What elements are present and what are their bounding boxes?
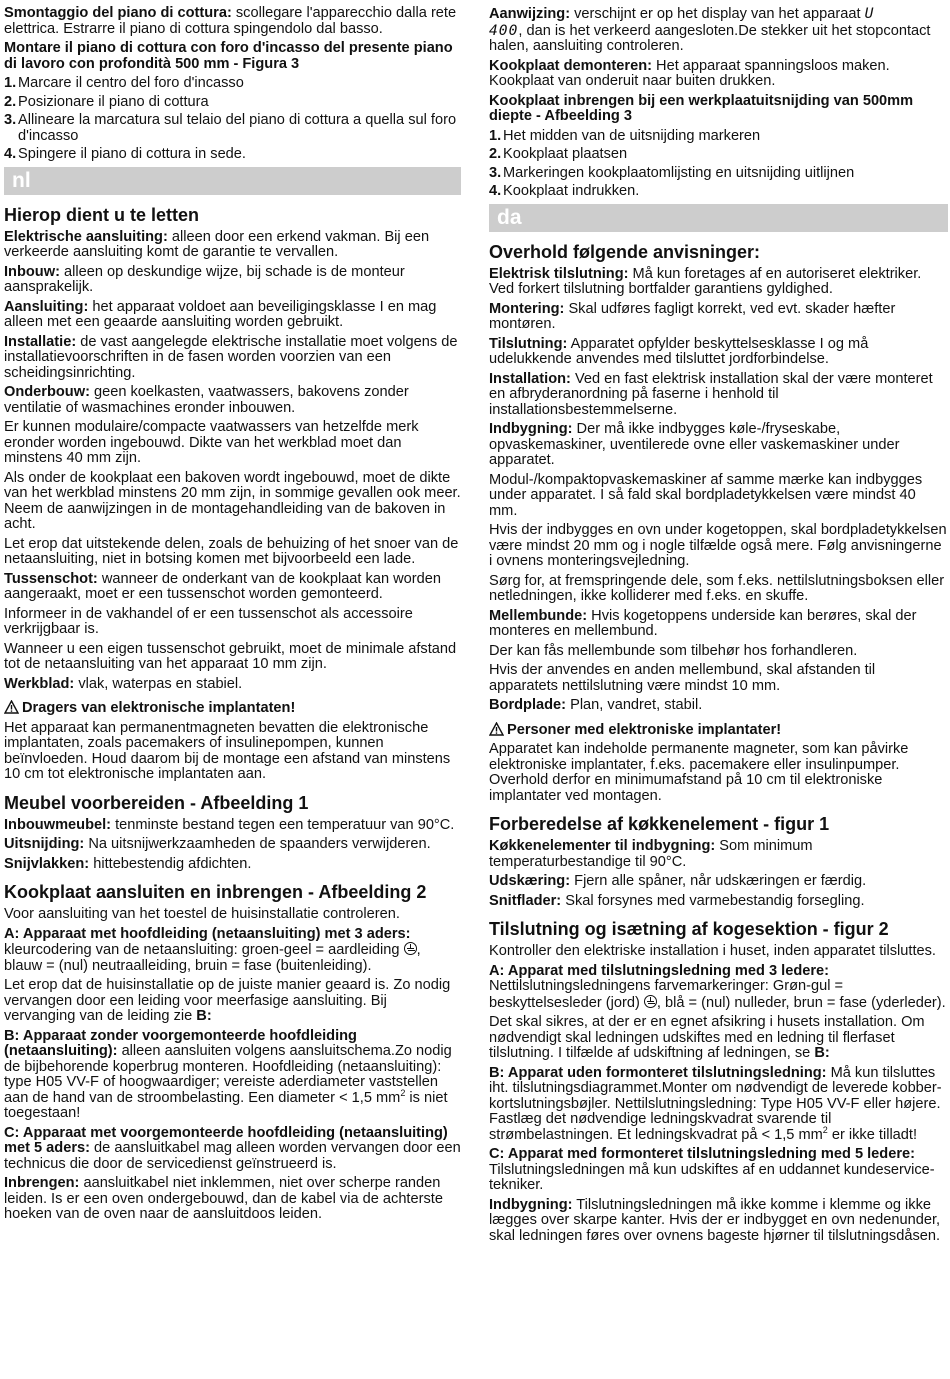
paragraph	[489, 574, 948, 605]
paragraph	[489, 609, 948, 640]
da-warning-text: Apparatet kan indeholde permanente magneter, som kan påvirke elektroniske implantater, f.eks. pacemakere eller insulinpumper. Overhold derfor en minimumafstand på 10 cm til elektroniske implantater ved montagen.	[489, 741, 909, 804]
nl-connect-a-text: kleurcodering van de netaansluiting: groen-geel = aardleiding	[4, 942, 404, 958]
paragraph-label: Installatie:	[4, 333, 77, 350]
nl-dismantle-text: Het apparaat spanningsloos maken. Kookplaat van onderuit naar buiten drukken.	[489, 57, 890, 89]
da-connect-a-note-ref: B:	[814, 1045, 830, 1061]
paragraph-label: Snitflader:	[489, 892, 562, 909]
paragraph-label: Uitsnijding:	[4, 836, 85, 852]
da-connect-a-text-2: , blå = (nul) nulleder, brun = fase (yderleder).	[656, 994, 946, 1011]
da-connect-c	[489, 1147, 948, 1194]
da-connect-a-note	[489, 1015, 948, 1062]
da-attention-list	[489, 267, 948, 714]
nl-connect-a-note-text: Let erop dat de huisinstallatie op de juiste manier geaard is. Zo nodig vervangen door een leiding voor meerfasige aansluiting. Bij vervanging van de leiding zie	[4, 977, 451, 1024]
da-warning-title	[489, 722, 948, 739]
paragraph-text: Na uitsnijwerkzaamheden de spaanders verwijderen.	[84, 836, 431, 852]
paragraph-label: Elektrische aansluiting:	[4, 228, 168, 245]
paragraph-label: Inbouwmeubel:	[4, 816, 112, 833]
paragraph	[4, 677, 461, 693]
nl-connect-a-note	[4, 978, 461, 1025]
paragraph-text: alleen door een erkend vakman. Bij een verkeerde aansluiting komt de garantie te vervallen.	[4, 228, 430, 260]
nl-connect-b-label: B: Apparaat zonder voorgemonteerde hoofdleiding (netaansluiting):	[4, 1027, 357, 1059]
warning-triangle-icon	[489, 722, 504, 736]
language-bar-da: da	[489, 204, 948, 232]
paragraph-text: Modul-/kompaktopvaskemaskiner af samme mærke kan indbygges under apparatet. I så fald skal bordpladetykkelsen være mindst 40 mm.	[489, 471, 923, 519]
da-connect-b-text: Må kun tilsluttes iht. tilslutningsdiagrammet.Monter om nødvendigt de leverede kobber-kortslutningsbøjler. Nettilslutningsledning: Type H05 VV-F eller højere. Fastlæg det nødvendige ledningskvadrat svarende til strømbelastningen. Et ledningskvadrat på < 1,5 mm	[489, 1064, 942, 1143]
it-intro	[4, 6, 461, 37]
it-steps	[4, 76, 461, 163]
nl-dismantle-label: Kookplaat demonteren:	[489, 57, 652, 74]
da-connect-a-text: Nettilslutningsledningens farvemarkeringer: Grøn-gul = beskyttelsesleder (jord)	[489, 978, 844, 1011]
step-text: Markeringen kookplaatomlijsting en uitsnijding uitlijnen	[503, 164, 855, 181]
paragraph-text: Hvis der anvendes en anden mellembund, skal afstanden til apparatets nettilslutning være mindst 10 mm.	[489, 662, 876, 694]
step-item	[4, 76, 461, 92]
step-item	[489, 184, 948, 200]
paragraph-label: Elektrisk tilslutning:	[489, 265, 629, 282]
language-bar-nl: nl	[4, 167, 461, 195]
nl-attention-list	[4, 230, 461, 693]
da-connect-d	[489, 1198, 948, 1245]
nl-heading-furniture: Meubel voorbereiden - Afbeelding 1	[4, 792, 309, 813]
nl-connect-a	[4, 927, 461, 975]
nl-connect-d-label: Inbrengen:	[4, 1175, 80, 1191]
step-text: Kookplaat plaatsen	[503, 146, 628, 162]
step-number: 3.	[489, 164, 502, 181]
paragraph-label: Køkkenelementer til indbygning:	[489, 838, 716, 854]
da-furniture-list	[489, 839, 948, 909]
paragraph-text: vlak, waterpas en stabiel.	[74, 675, 243, 692]
paragraph	[4, 420, 461, 467]
nl-connect-d	[4, 1176, 461, 1223]
paragraph-label: Tussenschot:	[4, 570, 98, 587]
paragraph-label: Aansluiting:	[4, 298, 89, 315]
paragraph	[4, 837, 461, 853]
nl-connect-a-label: A: Apparaat met hoofdleiding (netaansluiting) met 3 aders:	[4, 925, 411, 942]
nl-connect-b-sup: 2	[400, 1087, 406, 1098]
paragraph-text: het apparaat voldoet aan beveiligingsklasse I en mag alleen met een geaarde aansluiting worden gebruikt.	[4, 298, 437, 330]
da-heading-furniture: Forberedelse af køkkenelement - figur 1	[489, 814, 830, 834]
paragraph	[489, 302, 948, 333]
step-item	[489, 147, 948, 163]
paragraph-label: Indbygning:	[489, 421, 573, 437]
step-text: Kookplaat indrukken.	[503, 183, 640, 199]
paragraph-text: Skal udføres fagligt korrekt, ved evt. skader hæfter montøren.	[489, 300, 896, 332]
paragraph	[489, 894, 948, 910]
nl-connect-c	[4, 1126, 461, 1173]
da-connect-b	[489, 1066, 948, 1144]
da-connect-a-note-text: Det skal sikres, at der er en egnet afsikring i husets installation. Om nødvendigt skal ledningen udskiftes med en ledning til flerfaset tilslutning. I tilfælde af udskiftning af ledningen, se	[489, 1014, 925, 1061]
paragraph-label: Snijvlakken:	[4, 855, 90, 872]
it-section-title: Montare il piano di cottura con foro d'incasso del presente piano di lavoro con profondità 500 mm - Figura 3	[4, 40, 453, 72]
da-connect-intro: Kontroller den elektriske installation i huset, inden apparatet tilsluttes.	[489, 943, 936, 959]
nl-connect-b-text-2: is niet toegestaan!	[4, 1089, 448, 1121]
display-code-u: U	[864, 6, 875, 22]
paragraph-label: Inbouw:	[4, 263, 60, 280]
paragraph-label: Smontaggio del piano di cottura:	[4, 6, 232, 21]
da-connect-b-text-2: er ikke tilladt!	[827, 1126, 918, 1143]
nl-heading-attention: Hierop dient u te letten	[4, 204, 200, 225]
nl-warning-text: Het apparaat kan permanentmagneten bevatten die elektronische implantaten, zoals pacemakers of insulinepompen, kunnen beïnvloeden. Houd daarom bij de montage een afstand van minstens 10 cm tot elektronische implantaten aan.	[4, 719, 451, 782]
step-item	[489, 166, 948, 182]
da-warning-title-text: Personer med elektroniske implantater!	[507, 721, 782, 738]
paragraph	[4, 572, 461, 603]
paragraph	[4, 300, 461, 331]
step-text: Allineare la marcatura sul telaio del piano di cottura a quella sul foro d'incasso	[18, 112, 457, 144]
paragraph	[4, 857, 461, 873]
step-item	[4, 113, 461, 144]
paragraph	[489, 874, 948, 890]
da-connect-c-text: Tilslutningsledningen må kun udskiftes af en uddannet kundeservice-tekniker.	[489, 1161, 935, 1193]
right-column	[489, 6, 948, 1379]
nl-connect-d-text: aansluitkabel niet inklemmen, niet over scherpe randen leiden. Is er een oven ondergebouwd, dan de kabel via de achterste hoeken van de oven naar de aansluitdoos leiden.	[4, 1175, 443, 1222]
nl-note-text-2: , dan is het verkeerd aangesloten.De stekker uit het stopcontact halen, aansluiting controleren.	[489, 22, 931, 54]
nl-connect-c-text: de aansluitkabel mag alleen worden vervangen door een technicus die door de servicedienst geïnstrueerd is.	[4, 1140, 461, 1172]
paragraph	[4, 818, 461, 834]
nl-dismantle	[489, 59, 948, 90]
paragraph-text: Må kun foretages af en autoriseret elektriker. Ved forkert tilslutning bortfalder garantiens gyldighed.	[489, 265, 922, 297]
nl-heading-connect: Kookplaat aansluiten en inbrengen - Afbeelding 2	[4, 882, 427, 902]
nl-note-display	[489, 6, 948, 55]
paragraph-label: Mellembunde:	[489, 607, 588, 624]
paragraph	[4, 230, 461, 261]
paragraph	[4, 335, 461, 382]
paragraph	[489, 663, 948, 694]
paragraph	[4, 6, 461, 37]
step-text: Posizionare il piano di cottura	[18, 93, 209, 110]
paragraph-text: scollegare l'apparecchio dalla rete elettrica. Estrarre il piano di cottura spingendolo dal basso.	[4, 6, 457, 37]
paragraph	[489, 473, 948, 520]
paragraph	[489, 337, 948, 368]
paragraph	[4, 385, 461, 416]
paragraph-text: alleen op deskundige wijze, bij schade is de monteur aansprakelijk.	[4, 263, 405, 295]
nl-section-title: Kookplaat inbrengen bij een werkplaatuitsnijding van 500mm diepte - Afbeelding 3	[489, 92, 914, 124]
paragraph-text: geen koelkasten, vaatwassers, bakovens zonder ventilatie of wasmachines eronder inbouwen.	[4, 384, 409, 416]
nl-connect-a-note-ref: B:	[196, 1008, 212, 1024]
step-number: 1.	[4, 75, 17, 91]
paragraph-text: tenminste bestand tegen een temperatuur van 90°C.	[111, 816, 455, 833]
ground-symbol-icon	[404, 942, 417, 955]
paragraph-text: Als onder de kookplaat een bakoven wordt ingebouwd, moet de dikte van het werkblad minstens 20 mm zijn, in sommige gevallen ook meer. Neem de aanwijzingen in de montagehandleiding van de bakoven in acht.	[4, 469, 461, 532]
paragraph-text: Der må ikke indbygges køle-/fryseskabe, opvaskemaskiner, uventilerede ovne eller vaskemaskiner under apparatet.	[489, 421, 900, 468]
paragraph-text: Hvis der indbygges en ovn under kogetoppen, skal bordpladetykkelsen være mindst 20 mm og i nogle tilfælde også mere. Følg anvisningerne i ovnens monteringsvejledning.	[489, 522, 947, 569]
da-connect-a	[489, 964, 948, 1012]
nl-steps	[489, 129, 948, 200]
step-item	[4, 147, 461, 163]
step-item	[4, 95, 461, 111]
step-text: Marcare il centro del foro d'incasso	[18, 75, 244, 91]
nl-warning-title-text: Dragers van elektronische implantaten!	[22, 700, 296, 716]
nl-connect-c-label: C: Apparaat met voorgemonteerde hoofdleiding (netaansluiting) met 5 aders:	[4, 1124, 448, 1156]
left-column	[4, 6, 461, 1379]
display-code-400: 400	[489, 21, 519, 39]
ground-symbol-icon	[644, 995, 657, 1008]
paragraph	[4, 642, 461, 673]
da-heading-connect: Tilslutning og isætning af kogesektion - figur 2	[489, 919, 889, 939]
step-text: Het midden van de uitsnijding markeren	[503, 127, 761, 144]
paragraph-label: Bordplade:	[489, 697, 567, 713]
paragraph-text: Skal forsynes med varmebestandig forsegling.	[561, 892, 865, 909]
paragraph-label: Udskæring:	[489, 873, 571, 889]
da-connect-d-text: Tilslutningsledningen må ikke komme i klemme og ikke lægges over skarpe kanter. Hvis der er indbygget en ovn nedenunder, skal ledningen føres over ovnens bageste hjørner til tilslutningsdåsen.	[489, 1196, 941, 1244]
da-connect-a-label: A: Apparat med tilslutningsledning med 3 ledere:	[489, 962, 830, 979]
paragraph	[489, 644, 948, 660]
step-number: 4.	[4, 146, 17, 162]
paragraph	[489, 698, 948, 714]
step-number: 3.	[4, 112, 17, 128]
paragraph-text: Fjern alle spåner, når udskæringen er færdig.	[570, 873, 867, 889]
paragraph	[4, 471, 461, 533]
paragraph	[4, 537, 461, 568]
paragraph	[489, 839, 948, 870]
da-connect-c-label: C: Apparat med formonteret tilslutningsledning med 5 ledere:	[489, 1146, 915, 1162]
warning-triangle-icon	[4, 700, 19, 714]
nl-note-text: verschijnt er op het display van het apparaat	[570, 6, 865, 22]
paragraph-label: Onderbouw:	[4, 384, 90, 400]
nl-note-label: Aanwijzing:	[489, 6, 571, 22]
step-number: 4.	[489, 183, 502, 199]
paragraph-label: Tilslutning:	[489, 335, 568, 352]
paragraph-label: Montering:	[489, 300, 565, 317]
paragraph-text: Informeer in de vakhandel of er een tussenschot als accessoire verkrijgbaar is.	[4, 605, 413, 637]
nl-connect-b	[4, 1029, 461, 1122]
paragraph-text: Som minimum temperaturbestandige til 90°C.	[489, 838, 813, 870]
paragraph-text: Sørg for, at fremspringende dele, som f.eks. nettilslutningsboksen eller netledningen, ikke kolliderer med f.eks. en skuffe.	[489, 572, 945, 604]
nl-furniture-list	[4, 818, 461, 873]
paragraph-text: Plan, vandret, stabil.	[566, 697, 703, 713]
paragraph-text: Apparatet opfylder beskyttelsesklasse I og må udelukkende anvendes med tilsluttet jordforbindelse.	[489, 335, 869, 367]
step-number: 1.	[489, 127, 502, 144]
da-connect-b-sup: 2	[822, 1124, 828, 1135]
step-item	[489, 129, 948, 145]
paragraph	[489, 422, 948, 469]
da-heading-attention: Overhold følgende anvisninger:	[489, 241, 761, 262]
paragraph	[489, 267, 948, 298]
step-text: Spingere il piano di cottura in sede.	[18, 146, 246, 162]
nl-connect-a-text-2: , blauw = (nul) neutraalleiding, bruin = fase (buitenleiding).	[4, 942, 421, 974]
paragraph-text: Wanneer u een eigen tussenschot gebruikt, moet de minimale afstand tot de netaansluiting van het apparaat 10 mm zijn.	[4, 640, 457, 672]
paragraph-label: Werkblad:	[4, 675, 75, 692]
da-connect-b-label: B: Apparat uden formonteret tilslutningsledning:	[489, 1064, 827, 1081]
step-number: 2.	[4, 93, 17, 110]
step-number: 2.	[489, 146, 502, 162]
paragraph-text: Er kunnen modulaire/compacte vaatwassers van hetzelfde merk eronder worden ingebouwd. Dikte van het werkblad moet dan minstens 40 mm zijn.	[4, 419, 419, 466]
paragraph-label: Installation:	[489, 370, 571, 387]
nl-connect-b-text: alleen aansluiten volgens aansluitschema.Zo nodig de bijbehorende koperbrug monteren. Hoofdleiding (netaansluiting): type H05 VV-F of hoogwaardiger; vereiste aderdiameter vaststellen aan de hand van de stroombelasting. Een diameter < 1,5 mm	[4, 1043, 452, 1106]
paragraph	[489, 523, 948, 570]
paragraph	[4, 265, 461, 296]
paragraph-text: de vast aangelegde elektrische installatie moet volgens de installatievoorschriften in de fasen worden voorzien van een scheidingsinrichting.	[4, 333, 458, 381]
paragraph-text: Der kan fås mellembunde som tilbehør hos forhandleren.	[489, 642, 858, 659]
paragraph	[489, 372, 948, 419]
paragraph-text: Ved en fast elektrisk installation skal der være monteret en afbryderanordning på faserne i henhold til installationsbestemmelserne.	[489, 370, 933, 418]
paragraph-text: wanneer de onderkant van de kookplaat kan worden aangeraakt, moet er een tussenschot worden gemonteerd.	[4, 570, 441, 602]
paragraph-text: hittebestendig afdichten.	[89, 855, 252, 872]
da-connect-d-label: Indbygning:	[489, 1196, 573, 1213]
paragraph-text: Hvis kogetoppens underside kan berøres, skal der monteres en mellembund.	[489, 607, 917, 639]
nl-connect-intro: Voor aansluiting van het toestel de huisinstallatie controleren.	[4, 906, 400, 922]
paragraph-text: Let erop dat uitstekende delen, zoals de behuizing of het snoer van de netaansluiting, niet in botsing komen met bijvoorbeeld een lade.	[4, 535, 459, 567]
paragraph	[4, 607, 461, 638]
nl-warning-title	[4, 700, 461, 717]
